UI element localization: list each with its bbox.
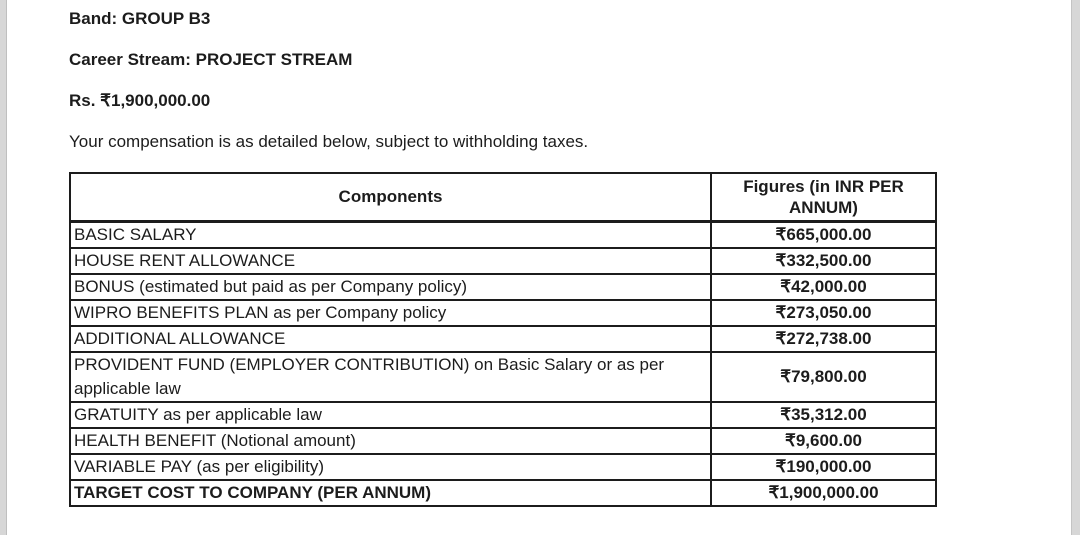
document-body	[69, 0, 937, 507]
table-row	[70, 428, 936, 454]
component-cell: TARGET COST TO COMPANY (PER ANNUM)	[70, 480, 711, 506]
band-line: Band: GROUP B3	[69, 9, 211, 28]
table-row	[70, 221, 936, 248]
figure-cell: ₹332,500.00	[711, 248, 936, 274]
figure-cell: ₹273,050.00	[711, 300, 936, 326]
figure-cell: ₹9,600.00	[711, 428, 936, 454]
total-amount-line: Rs. ₹1,900,000.00	[69, 91, 211, 110]
component-cell: HEALTH BENEFIT (Notional amount)	[70, 428, 711, 454]
table-row	[70, 248, 936, 274]
component-cell: BONUS (estimated but paid as per Company policy)	[70, 274, 711, 300]
component-cell: VARIABLE PAY (as per eligibility)	[70, 454, 711, 480]
page-edge-left	[0, 0, 7, 535]
table-row	[70, 274, 936, 300]
figures-column-header: Figures (in INR PER ANNUM)	[711, 173, 936, 221]
table-row	[70, 326, 936, 352]
figure-cell: ₹272,738.00	[711, 326, 936, 352]
table-row	[70, 454, 936, 480]
table-row	[70, 300, 936, 326]
table-header-row	[70, 173, 936, 221]
component-cell: WIPRO BENEFITS PLAN as per Company policy	[70, 300, 711, 326]
figure-cell: ₹42,000.00	[711, 274, 936, 300]
figure-cell: ₹79,800.00	[711, 352, 936, 402]
figure-cell: ₹190,000.00	[711, 454, 936, 480]
table-row	[70, 352, 936, 402]
career-stream-line: Career Stream: PROJECT STREAM	[69, 50, 353, 69]
compensation-table	[69, 172, 937, 507]
table-row	[70, 402, 936, 428]
component-cell: ADDITIONAL ALLOWANCE	[70, 326, 711, 352]
figure-cell: ₹35,312.00	[711, 402, 936, 428]
component-cell: BASIC SALARY	[70, 221, 711, 248]
figure-cell: ₹1,900,000.00	[711, 480, 936, 506]
table-row-total	[70, 480, 936, 506]
figure-cell: ₹665,000.00	[711, 221, 936, 248]
components-column-header: Components	[70, 173, 711, 221]
intro-line: Your compensation is as detailed below, subject to withholding taxes.	[69, 132, 589, 151]
page-edge-right	[1071, 0, 1080, 535]
component-cell: HOUSE RENT ALLOWANCE	[70, 248, 711, 274]
component-cell: GRATUITY as per applicable law	[70, 402, 711, 428]
component-cell: PROVIDENT FUND (EMPLOYER CONTRIBUTION) on Basic Salary or as per applicable law	[70, 352, 711, 402]
